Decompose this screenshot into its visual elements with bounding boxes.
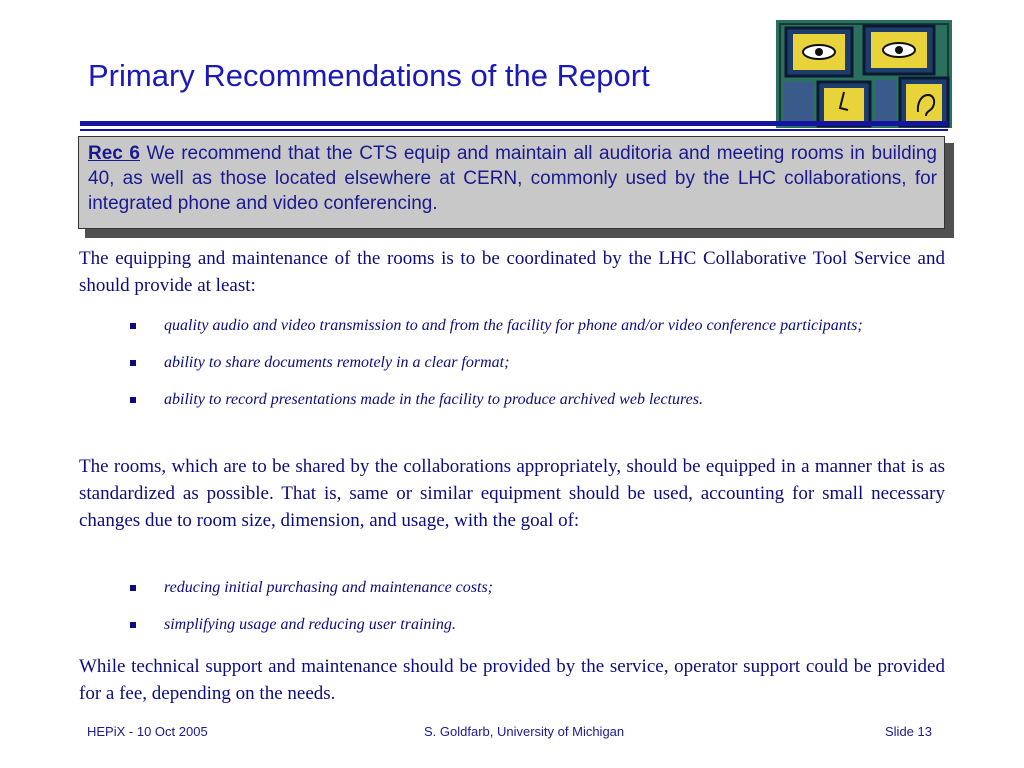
recommendation-text (88, 141, 937, 216)
list-item-text: reducing initial purchasing and maintenance costs; (164, 579, 493, 596)
provide-list (130, 314, 945, 425)
goal-list (130, 576, 945, 650)
list-item-text: simplifying usage and reducing user training. (164, 616, 456, 633)
recommendation-body: We recommend that the CTS equip and maintain all auditoria and meeting rooms in building 40, as well as those located elsewhere at CERN, commonly used by the LHC collaborations, for integrated phone and video conferencing. (88, 143, 937, 214)
list-item-text: ability to record presentations made in the facility to produce archived web lectures. (164, 391, 703, 408)
list-item-text: quality audio and video transmission to and from the facility for phone and/or video conference participants; (164, 317, 863, 334)
square-bullet-icon (130, 622, 136, 628)
square-bullet-icon (130, 323, 136, 329)
list-item (130, 388, 945, 411)
square-bullet-icon (130, 585, 136, 591)
monitors-logo-image (776, 20, 952, 128)
footer-author: S. Goldfarb, University of Michigan (424, 724, 625, 739)
title-underline-thin (80, 129, 948, 131)
list-item (130, 314, 945, 337)
intro-paragraph: The equipping and maintenance of the rooms is to be coordinated by the LHC Collaborative Tool Service and should provide at least: (79, 248, 945, 296)
list-item (130, 576, 945, 599)
title-underline-thick (80, 121, 948, 126)
slide-title: Primary Recommendations of the Report (88, 58, 650, 93)
list-item (130, 351, 945, 374)
footer-slide-number: Slide 13 (885, 724, 932, 739)
list-item (130, 613, 945, 636)
list-item-text: ability to share documents remotely in a clear format; (164, 354, 510, 371)
footer-date: HEPiX - 10 Oct 2005 (87, 724, 208, 739)
square-bullet-icon (130, 360, 136, 366)
standardize-paragraph: The rooms, which are to be shared by the collaborations appropriately, should be equipped in a manner that is as standardized as possible. That is, same or similar equipment should be used, accounting for small necessary changes due to room size, dimension, and usage, with the goal of: (79, 456, 945, 531)
square-bullet-icon (130, 397, 136, 403)
recommendation-label: Rec 6 (88, 143, 140, 164)
closing-paragraph: While technical support and maintenance should be provided by the service, operator support could be provided for a fee, depending on the needs. (79, 656, 945, 704)
